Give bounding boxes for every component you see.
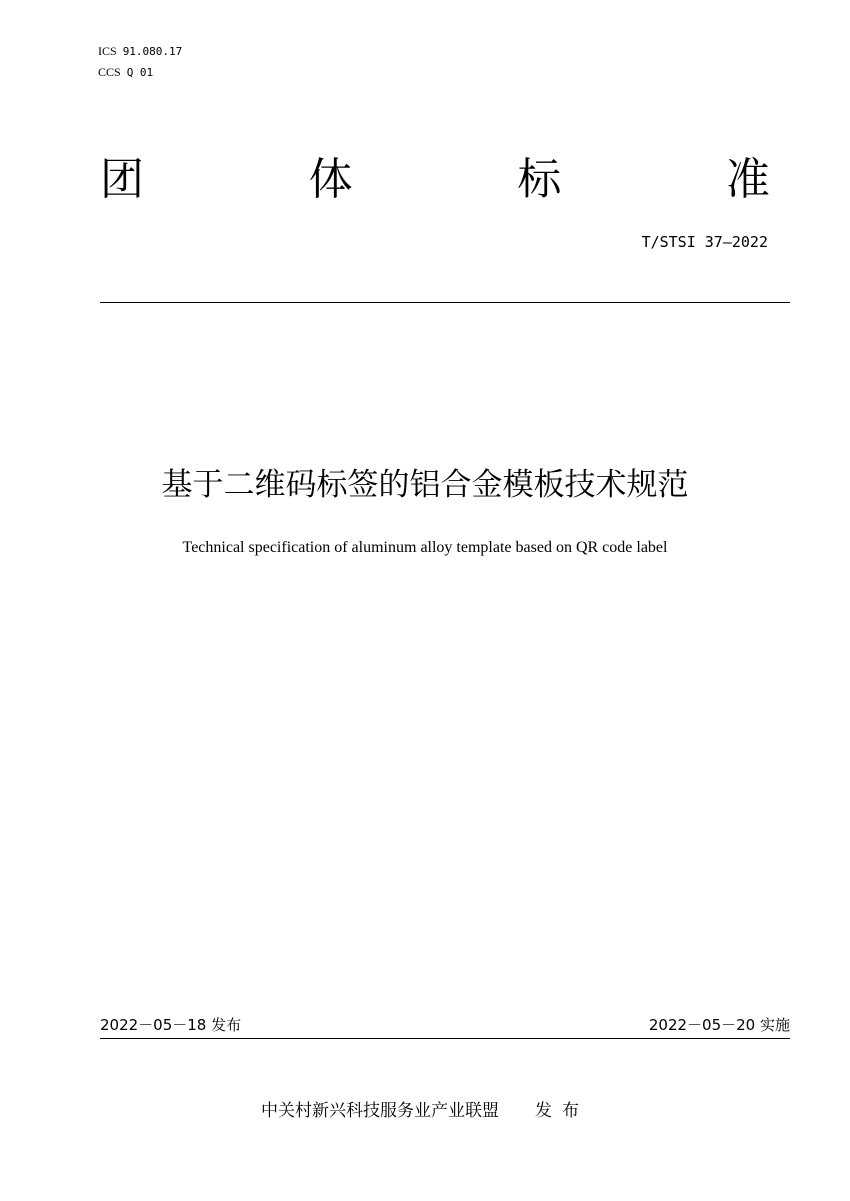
standard-type-char-4: 准 (725, 154, 770, 205)
ics-label: ICS (98, 44, 117, 58)
ccs-label: CCS (98, 65, 121, 79)
publish-date: 2022－05－18 发布 (100, 1016, 242, 1034)
top-divider (100, 302, 790, 303)
document-title-zh: 基于二维码标签的铝合金模板技术规范 (161, 467, 689, 503)
classification-codes (98, 41, 182, 83)
implement-date: 2022－05－20 实施 (648, 1016, 790, 1034)
ccs-line (98, 62, 182, 83)
standard-type-char-1: 团 (100, 154, 144, 205)
ics-value: 91.080.17 (122, 45, 183, 58)
publisher-line (0, 1098, 850, 1124)
ccs-value: Q 01 (126, 66, 154, 79)
ics-line (98, 41, 182, 62)
standard-type-char-2: 体 (308, 154, 353, 205)
publisher-name: 中关村新兴科技服务业产业联盟 (261, 1101, 499, 1121)
standard-type-heading (100, 150, 770, 210)
bottom-divider (100, 1038, 790, 1039)
publisher-action: 发布 (535, 1101, 589, 1121)
document-title-en: Technical specification of aluminum alloy template based on QR code label (182, 539, 668, 556)
standard-number: T/STSI 37—2022 (641, 233, 768, 251)
standard-type-char-3: 标 (517, 154, 562, 205)
